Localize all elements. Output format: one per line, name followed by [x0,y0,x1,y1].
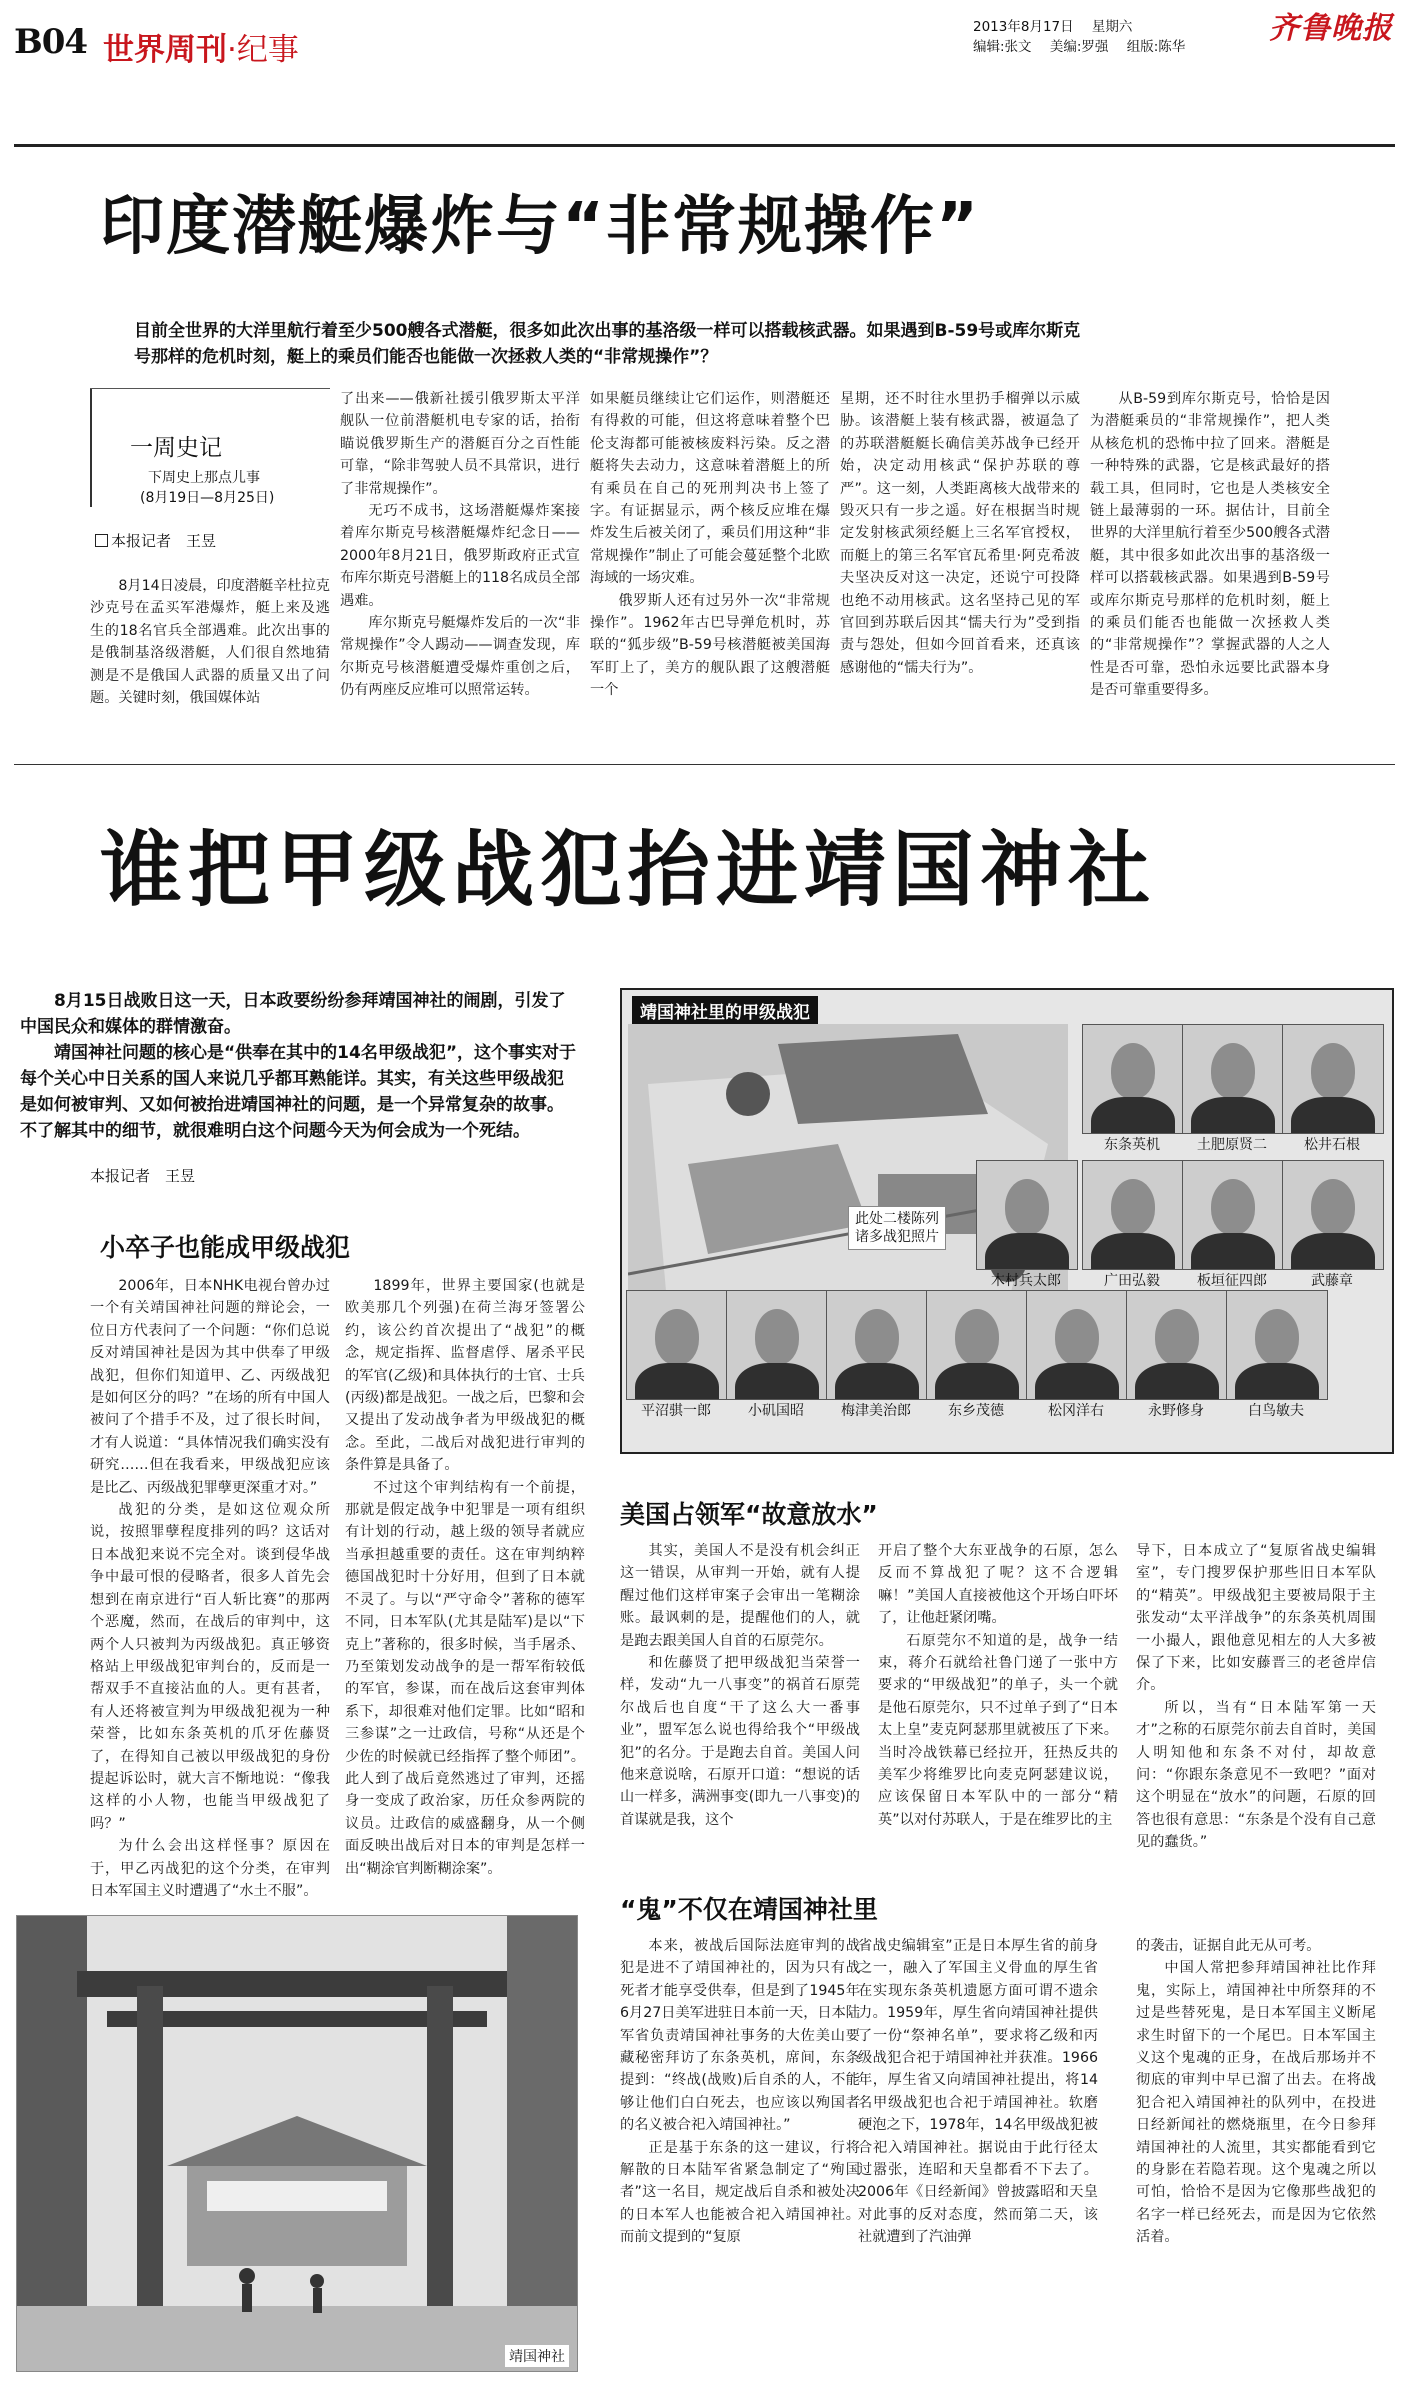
portrait-photo [1282,1024,1384,1134]
page-number: B04 [14,22,88,62]
aerial-caption-line: 此处二楼陈列 [855,1211,939,1227]
article2-paragraph: 2006年，日本NHK电视台曾办过一个有关靖国神社问题的辩论会，一位日方代表问了一个问题：“你们总说反对靖国神社是因为其中供奉了甲级战犯，但你们知道甲、乙、丙级战犯是如何区分的吗？”在场的所有中国人被问了个措手不及，过了很长时间，才有人说道：“具体情况我们确实没有研究……但在我看来，甲级战犯应该是比乙、丙级战犯罪孽更深重才对。” [90,1278,330,1496]
article2-paragraph: 1899年，世界主要国家(也就是欧美那几个列强)在荷兰海牙签署公约，该公约首次提出了“战犯”的概念，规定指挥、监督虐俘、屠杀平民的军官(乙级)和具体执行的士官、士兵(丙级)都是战犯。一战之后，巴黎和会又提出了发动战争者为甲级战犯的概念。至此，二战后对战犯进行审判的条件算是具备了。 [345,1278,585,1474]
article1-column-5 [1090,388,1330,758]
issue-date: 2013年8月17日 [973,19,1074,35]
portrait-photo [826,1290,928,1400]
portrait-name-label: 木村兵太郎 [991,1273,1061,1289]
article1-paragraph: 星期，还不时往水里扔手榴弹以示威胁。该潜艇上装有核武器，被逼急了的苏联潜艇艇长确信美苏战争已经开始，决定动用核武“保护苏联的尊严”。这一刻，人类距离核大战带来的毁灭只有一步之遥。好在根据当时规定发射核武须经艇上三名军官授权，而艇上的第三名军官瓦希里·阿克希波夫坚决反对这一决定，还说宁可投降也绝不动用核武。这名坚持己见的军官回到苏联后因其“懦夫行为”受到指责与怨处，但如今回首看来，还真该感谢他的“懦夫行为”。 [840,391,1080,676]
article2-section3-column-2 [858,1935,1098,2375]
article2-byline: 本报记者 王昱 [90,1167,196,1185]
article2-section1-column-1 [90,1275,330,1905]
shrine-photo-caption: 靖国神社 [505,2345,569,2367]
article1-lead: 目前全世界的大洋里航行着至少500艘各式潜艇，很多如此次出事的基洛级一样可以搭载核武器。如果遇到B-59号或库尔斯克号那样的危机时刻，艇上的乘员们能否也能做一次拯救人类的“非常规操作”？ [134,321,1081,367]
issue-weekday: 星期六 [1091,19,1133,35]
article2-section2-column-3 [1136,1540,1376,1880]
portrait-photo [1282,1160,1384,1270]
article2-paragraph: 中国人常把参拜靖国神社比作拜鬼，实际上，靖国神社中所祭拜的不过是些替死鬼，是日本军国主义断尾求生时留下的一个尾巴。日本军国主义这个鬼魂的正身，在战后那场并不彻底的审判中早已溜了出去。在将战犯合祀入靖国神社的队列中，在投进日经新闻社的燃烧瓶里，在今日参拜靖国神社的人流里，其实都能看到它的身影在若隐若现。这个鬼魂之所以可怕，恰恰不是因为它像那些战犯的名字一样已经死去，而是因为它依然活着。 [1136,1960,1376,2246]
shrine-illustration [17,1916,577,2371]
article1-column-1 [90,575,330,755]
article2-paragraph: 其实，美国人不是没有机会纠正这一错误，从审判一开始，就有人提醒过他们这样审案子会审出一笔糊涂账。最讽刺的是，提醒他们的人，就是跑去跟美国人自首的石原莞尔。 [620,1543,860,1649]
article2-paragraph: 的袭击，证据自此无从可考。 [1136,1938,1321,1954]
portrait-photo [1182,1160,1284,1270]
top-divider [14,144,1395,147]
article2-paragraph: 不过这个审判结构有一个前提，那就是假定战争中犯罪是一项有组织有计划的行动，越上级的领导者就应当承担越重要的责任。这在审判纳粹德国战犯时十分好用，但到了日本就不灵了。与以“严守命令”著称的德军不同，日本军队(尤其是陆军)是以“下克上”著称的，很多时候，当手屠杀、乃至策划发动战争的是一帮军衔较低的军官，参谋，而在战后这套审判体系下，却很难对他们定罪。比如“昭和三参谋”之一辻政信，号称“从还是个少佐的时候就已经指挥了整个师团”。此人到了战后竟然逃过了审判，还摇身一变成了政治家，历任众参两院的议员。辻政信的威盛翻身，从一个侧面反映出战后对日本的审判是怎样一出“糊涂官判断糊涂案”。 [345,1479,585,1877]
weekly-history-title: 一周史记 [130,435,222,461]
article2-paragraph: 正是基于东条的这一建议，行将解散的日本陆军省紧急制定了“殉国者”这一名目，规定战后自杀和被处决的日本军人也能被合祀入靖国神社。而前文提到的“复原 [620,2139,860,2246]
article2-section3-column-3 [1136,1935,1376,2375]
section-divider [14,764,1395,765]
article2-lead-paragraph: 8月15日战败日这一天，日本政要纷纷参拜靖国神社的闹剧，引发了中国民众和媒体的群情激奋。 [20,991,566,1037]
designer-credit: 美编:罗强 [1049,39,1109,55]
article2-paragraph: 开启了整个大东亚战争的石原，怎么反而不算战犯了呢？这不合逻辑嘛！”美国人直接被他这个开场白吓坏了，让他赶紧闭嘴。 [878,1543,1118,1627]
article2-paragraph: 省战史编辑室”正是日本厚生省的前身之一，融入了军国主义骨血的厚生省在实现东条英机遗愿方面可谓不遗余力。1959年，厚生省向靖国神社提供了一份“祭神名单”，要求将乙级和丙级战犯合祀于靖国神社并获准。1966年，厚生省又向靖国神社提出，将14名甲级战犯也合祀于靖国神社。软磨硬泡之下，1978年，14名甲级战犯被合祀入靖国神社。据说由于此行径太过嚣张，连昭和天皇都看不下去了。2006年《日经新闻》曾披露昭和天皇对此事的反对态度，然而第二天，该社就遭到了汽油弹 [858,1938,1098,2246]
portrait-photo [976,1160,1078,1270]
article1-paragraph: 如果艇员继续让它们运作，则潜艇还有得救的可能，但这将意味着整个巴伦支海都可能被核废料污染。反之潜艇将失去动力，这意味着潜艇上的所有乘员在自己的死刑判决书上签了字。有证据显示，两个核反应堆在爆炸发生后被关闭了，乘员们用这种“非常规操作”制止了可能会蔓延整个北欧海域的一场灾难。 [590,391,830,587]
portrait-name-label: 板垣征四郎 [1197,1273,1267,1289]
article2-paragraph: 所以，当有“日本陆军第一天才”之称的石原莞尔前去自首时，美国人明知他和东条不对付，却故意问：“你跟东条意见不一致吧？”面对这个明显在“放水”的问题，石原的回答也很有意思：“东条是个没有自己意见的蠢货。” [1136,1699,1376,1851]
portrait-photo [926,1290,1028,1400]
portrait-name-label: 白鸟敏夫 [1248,1403,1304,1419]
article2-subheading-2: 美国占领军“故意放水” [620,1500,878,1529]
article1-paragraph: 从B-59到库尔斯克号，恰恰是因为潜艇乘员的“非常规操作”，把人类从核危机的恐怖中拉了回来。潜艇是一种特殊的武器，它是核武最好的搭载工具，但同时，它也是人类核安全链上最薄弱的一环。据估计，目前全世界的大洋里航行着至少500艘各式潜艇，其中很多如此次出事的基洛级一样可以搭载核武器。如果遇到B-59号或库尔斯克号那样的危机时刻，艇上的乘员们能否也能做一次拯救人类的“非常规操作”？掌握武器的人之人性是否可靠，恐怕永远要比武器本身是否可靠重要得多。 [1090,391,1330,699]
article2-paragraph: 本来，被战后国际法庭审判的战犯是进不了靖国神社的，因为只有战死者才能享受供奉，但是到了1945年6月27日美军进驻日本前一天，日本陆军省负责靖国神社事务的大佐美山要藏秘密拜访了东条英机，席间，东条提到：“终战(战败)后自杀的人，不能够让他们白白死去，也应该以殉国者的名义被合祀入靖国神社。” [620,1938,860,2134]
article2-paragraph: 为什么会出这样怪事？原因在于，甲乙丙战犯的这个分类，在审判日本军国主义时遭遇了“水土不服”。 [90,1838,330,1899]
portrait-name-label: 松冈洋右 [1048,1403,1104,1419]
weekly-history-subtitle: 下周史上那点儿事 [148,470,260,486]
article2-paragraph: 导下，日本成立了“复原省战史编辑室”，专门搜罗保护那些旧日本军队的“精英”。甲级战犯主要被局限于主张发动“太平洋战争”的东条英机周围一小撮人，跟他意见相左的人大多被保了下来，比如安藤晋三的老爸岸信介。 [1136,1543,1376,1694]
weekly-history-dates: (8月19日—8月25日) [140,490,275,506]
war-criminals-photo-panel [620,988,1394,1454]
panel-title: 靖国神社里的甲级战犯 [632,996,818,1025]
article1-column-2 [340,388,580,758]
article2-paragraph: 和佐藤贤了把甲级战犯当荣誉一样，发动“九一八事变”的祸首石原莞尔战后也自度“干了这么大一番事业”，盟军怎么说也得给我个“甲级战犯”的名分。于是跑去自首。美国人问他来意说啥，石原开口道：“想说的话山一样多，满洲事变(即九一八事变)的首谋就是我，这个 [620,1655,860,1828]
article1-byline [95,530,216,551]
article2-section2-column-1 [620,1540,860,1880]
article1-headline: 印度潜艇爆炸与“非常规操作” [100,190,981,264]
portrait-photo [726,1290,828,1400]
aerial-caption-line: 诸多战犯照片 [855,1229,939,1245]
portrait-name-label: 平沼骐一郎 [641,1403,711,1419]
portrait-photo [626,1290,728,1400]
portrait-name-label: 东乡茂德 [948,1403,1004,1419]
article2-section2-column-2 [878,1540,1118,1880]
article2-section3-column-1 [620,1935,860,2375]
box-bracket [90,389,100,507]
portrait-photo [1226,1290,1328,1400]
yasukuni-shrine-photo [16,1915,578,2372]
article2-lead [20,988,580,1144]
article1-column-3 [590,388,830,758]
article1-byline-text: 本报记者 王昱 [111,532,217,550]
portrait-name-label: 梅津美治郎 [841,1403,911,1419]
section-title [103,24,299,69]
portrait-photo [1126,1290,1228,1400]
layout-credit: 组版:陈华 [1126,39,1186,55]
article2-lead-paragraph: 靖国神社问题的核心是“供奉在其中的14名甲级战犯”，这个事实对于每个关心中日关系的国人来说几乎都耳熟能详。其实，有关这些甲级战犯是如何被审判、又如何被抬进靖国神社的问题，是一个异常复杂的故事。不了解其中的细节，就很难明白这个问题今天为何会成为一个死结。 [20,1043,577,1141]
article1-paragraph: 8月14日凌晨，印度潜艇辛杜拉克沙克号在孟买军港爆炸，艇上来及逃生的18名官兵全部遇难。此次出事的是俄制基洛级潜艇，人们很自然地猜测是不是俄国人武器的质量又出了问题。关键时刻，俄国媒体站 [90,578,330,707]
editor-credit: 编辑:张文 [973,39,1032,55]
article2-headline: 谁把甲级战犯抬进靖国神社 [100,823,1157,918]
article2-subheading-1: 小卒子也能成甲级战犯 [100,1233,351,1262]
article2-paragraph: 石原莞尔不知道的是，战争一结束，蒋介石就给社鲁门递了一张中方要求的“甲级战犯”的单子，头一个就是他石原莞尔，只不过单子到了“日本太上皇”麦克阿瑟那里就被压了下来。当时冷战铁幕已经拉开，狂热反共的美军少将维罗比向麦克阿瑟建议说，应该保留日本军队中的一部分“精英”以对付苏联人，于是在维罗比的主 [878,1632,1118,1828]
article1-paragraph: 俄罗斯人还有过另外一次“非常规操作”。1962年古巴导弹危机时，苏联的“狐步级”B-59号核潜艇被美国海军盯上了，美方的舰队跟了这艘潜艇一个 [590,592,830,699]
article2-paragraph: 战犯的分类，是如这位观众所说，按照罪孽程度排列的吗？这话对日本战犯来说不完全对。谈到侵华战争中最可恨的侵略者，很多人首先会想到在南京进行“百人斩比赛”的那两个恶魔，然而，在战后的审判中，这两个人只被判为丙级战犯。真正够资格站上甲级战犯审判台的，反而是一帮双手不直接沾血的人。更有甚者，有人还将被宣判为甲级战犯视为一种荣誉，比如东条英机的爪牙佐藤贤了，在得知自己被以甲级战犯的身份提起诉讼时，就大言不惭地说：“像我这样的小人物，也能当甲级战犯了吗？” [90,1502,330,1832]
portrait-name-label: 广田弘毅 [1104,1273,1160,1289]
article2-subheading-3: “鬼”不仅在靖国神社里 [620,1895,878,1924]
portrait-name-label: 土肥原贤二 [1197,1137,1267,1153]
portrait-name-label: 松井石根 [1304,1137,1360,1153]
portrait-photo [1082,1024,1184,1134]
aerial-caption [848,1206,946,1250]
portrait-photo [1026,1290,1128,1400]
portrait-name-label: 永野修身 [1148,1403,1204,1419]
newspaper-logo: 齐鲁晚报 [1269,11,1393,46]
article1-paragraph: 库尔斯克号艇爆炸发后的一次“非常规操作”令人踢动——调查发现，库尔斯克号核潜艇遭受爆炸重创之后，仍有两座反应堆可以照常运转。 [340,615,580,699]
section-name: 世界周刊 [103,32,227,68]
portrait-name-label: 东条英机 [1104,1137,1160,1153]
subsection-name: ·纪事 [227,32,299,68]
portrait-photo [1182,1024,1284,1134]
weekly-history-box [90,388,330,507]
portrait-name-label: 武藤章 [1311,1273,1353,1289]
portrait-photo [1082,1160,1184,1270]
article1-paragraph: 无巧不成书，这场潜艇爆炸案接着库尔斯克号核潜艇爆炸纪念日——2000年8月21日，俄罗斯政府正式宣布库尔斯克号潜艇上的118名成员全部遇难。 [340,503,580,609]
article1-paragraph: 了出来——俄新社援引俄罗斯太平洋舰队一位前潜艇机电专家的话，抬衔瞄说俄罗斯生产的潜艇百分之百性能可靠，“除非驾驶人员不具常识，进行了非常规操作”。 [340,391,580,497]
article1-column-4 [840,388,1080,758]
byline-square-icon [95,534,108,547]
portrait-name-label: 小矶国昭 [748,1403,804,1419]
article2-section1-column-2 [345,1275,585,1905]
